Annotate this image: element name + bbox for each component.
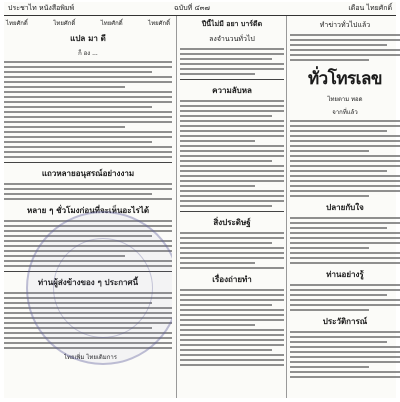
masthead-middle: ฉบับที่ ๔๓๗ [174, 4, 210, 12]
low-heading-2: เรื่องถ่ายทำ [212, 274, 252, 284]
box-heading: ปีนี้ไม่มี อยา บาร์ดีด [201, 19, 263, 28]
masthead [4, 2, 396, 16]
body-text [180, 232, 284, 269]
column-right [286, 16, 400, 398]
header-word: ไทยศักดิ์ [6, 20, 28, 27]
section-heading-2: ท่านอย่างรู้ [326, 269, 364, 279]
banner-sub: ไทยตาม ทอด [327, 96, 363, 103]
header-word: ไทยศักดิ์ [148, 20, 170, 27]
newspaper-page [4, 2, 396, 398]
signature: ไทยเพิ่ม ไทยเดิมการ [64, 354, 117, 361]
top-text: ทำข่าวทั่วไปแล้ว [319, 21, 371, 29]
section-heading: ปลายกับใจ [326, 202, 364, 212]
body-text [290, 217, 400, 264]
column-middle [176, 16, 284, 398]
library-stamp [26, 211, 172, 365]
masthead-right: เดือน ไทยศักดิ์ [348, 4, 392, 12]
body-text [180, 100, 284, 207]
low-heading: สิ่งประดิษฐ์ [213, 217, 251, 227]
banner-small: จากที่แล้ว [332, 109, 358, 116]
body-text [290, 284, 400, 311]
header-word: ไทยศักดิ์ [53, 20, 76, 27]
heading-2: หลาย ๆ ชั่วโมงก่อนที่จะเห็นอะไรได้ [26, 205, 150, 215]
body-text [290, 120, 400, 197]
column-left [4, 16, 172, 398]
section-banner: ทั่วโทรเลข [307, 69, 383, 89]
heading-3: ท่านผู้ส่งข้างของ ๆ ประกาศนี้ [37, 277, 139, 287]
body-text [4, 61, 172, 158]
header-word: ไทยศักดิ์ [100, 20, 123, 27]
body-text [4, 183, 172, 200]
mid-heading: แถวหลายอนุสรณ์อย่างงาม [41, 168, 135, 178]
article-title: แปล มา ดี [70, 33, 106, 43]
masthead-left: ประชาไท หนังสือพิมพ์ [8, 4, 75, 12]
article-subtitle: ก็ อง ... [78, 50, 98, 57]
body-text [180, 48, 284, 75]
section-heading-3: ประวัติการณ์ [322, 316, 368, 326]
body-text [290, 331, 400, 378]
body-text [180, 289, 284, 366]
header-words [6, 18, 170, 28]
box-subheading: ลงจำนวนทั่วไป [209, 35, 255, 43]
body-text [290, 34, 400, 61]
mid-heading: ความลับหล [212, 85, 252, 95]
